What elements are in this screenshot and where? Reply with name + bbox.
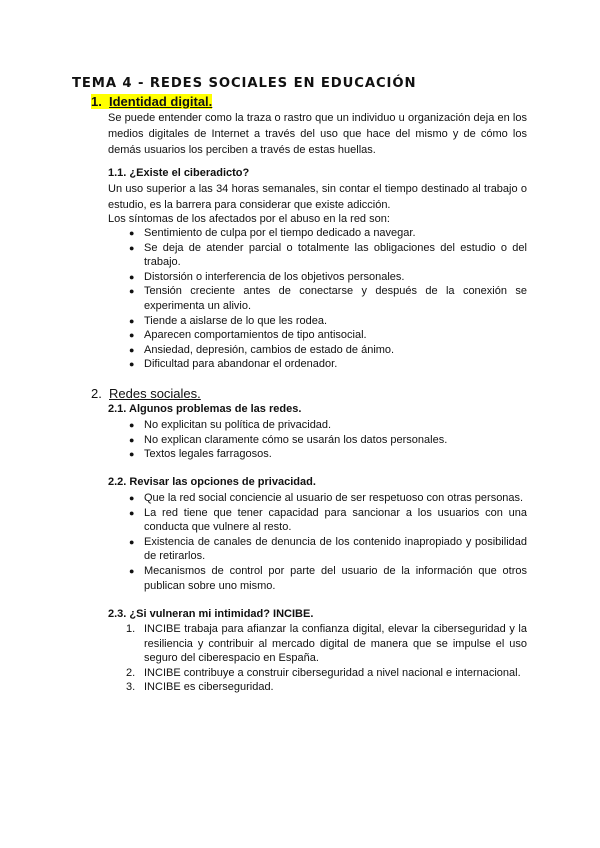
list-item: ● Aparecen comportamientos de tipo antisocial. — [129, 329, 367, 342]
list-item: 3. INCIBE es ciberseguridad. — [126, 681, 274, 694]
list-item: ● Tiende a aislarse de lo que les rodea. — [129, 314, 328, 327]
list-item: ● Distorsión o interferencia de los objetivos personales. — [129, 270, 405, 283]
incibe-list — [126, 622, 527, 695]
privacy-options-list — [126, 491, 527, 593]
page-title: TEMA 4 - REDES SOCIALES EN EDUCACIÓN — [72, 76, 417, 91]
list-item: ● Ansiedad, depresión, cambios de estado de ánimo. — [129, 343, 395, 356]
subsection-2-2-heading: 2.2. Revisar las opciones de privacidad. — [108, 476, 316, 488]
list-item: 1. INCIBE trabaja para afianzar la confianza digital, elevar la ciberseguridad y la resiliencia y contribuir al mercado digital de manera que se impulse el uso seguro del ciberespacio en España. — [126, 623, 527, 665]
section-2-heading — [91, 386, 201, 401]
subsection-1-1-text-1: Un uso superior a las 34 horas semanales, sin contar el tiempo destinado al trabajo o estudio, es la barrera para considerar que existe adicción. — [108, 183, 527, 211]
subsection-1-1-heading: 1.1. ¿Existe el ciberadicto? — [108, 167, 250, 179]
list-item: ● Que la red social conciencie al usuario de ser respetuoso con otras personas. — [129, 492, 524, 504]
list-item: ● Sentimiento de culpa por el tiempo dedicado a navegar. — [129, 227, 416, 239]
section-2-number: 2. — [91, 386, 102, 401]
list-item: ● No explican claramente cómo se usarán los datos personales. — [129, 433, 448, 446]
list-item: ● Dificultad para abandonar el ordenador. — [129, 358, 338, 371]
section-2-title: Redes sociales. — [109, 386, 201, 401]
subsection-2-3-heading: 2.3. ¿Si vulneran mi intimidad? INCIBE. — [108, 608, 314, 620]
list-item: ● Textos legales farragosos. — [129, 448, 272, 461]
section-1-heading — [91, 94, 212, 109]
list-item: ● Existencia de canales de denuncia de los contenido inapropiado y posibilidad de retirarlos. — [129, 535, 527, 563]
subsection-1-1-text-2: Los síntomas de los afectados por el abuso en la red son: — [108, 213, 390, 225]
list-item: ● Se deja de atender parcial o totalmente las obligaciones del estudio o del trabajo. — [129, 241, 527, 269]
list-item: 2. INCIBE contribuye a construir ciberseguridad a nivel nacional e internacional. — [126, 666, 521, 679]
section-1-title: Identidad digital. — [109, 94, 213, 109]
list-item: ● Mecanismos de control por parte del usuario de la información que otros publican sobre uno mismo. — [129, 564, 527, 592]
section-1-intro: Se puede entender como la traza o rastro que un individuo u organización deja en los medios digitales de Internet a través del uso que hace del mismo y de cómo los demás usuarios los perciben a través de estas huellas. — [108, 112, 527, 156]
list-item: ● No explicitan su política de privacidad. — [129, 419, 332, 431]
list-item: ● Tensión creciente antes de conectarse y después de la conexión se experimenta un alivio. — [129, 285, 527, 312]
subsection-2-1-heading: 2.1. Algunos problemas de las redes. — [108, 403, 302, 415]
section-1-number: 1. — [91, 94, 109, 109]
list-item: ● La red tiene que tener capacidad para sancionar a los usuarios con una conducta que vulnere al resto. — [129, 506, 527, 534]
symptoms-list — [126, 226, 527, 372]
problems-list — [126, 418, 527, 462]
